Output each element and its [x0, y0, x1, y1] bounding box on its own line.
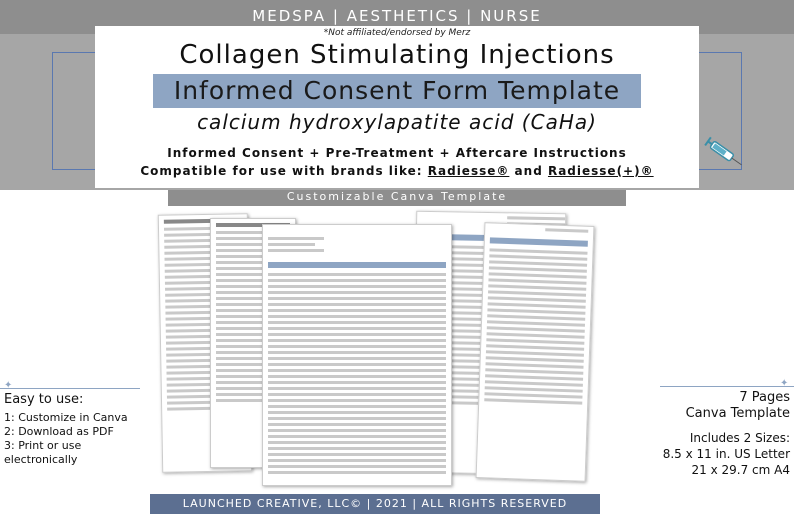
compatibility-line: Compatible for use with brands like: Radiesse® and Radiesse(+)® [140, 164, 654, 178]
page-preview [262, 224, 452, 486]
canva-banner-text: Customizable Canva Template [286, 190, 508, 203]
brand-line: MEDSPA | AESTHETICS | NURSE [252, 7, 542, 25]
product-info-panel [614, 390, 790, 478]
sizes-title: Includes 2 Sizes: [689, 431, 790, 445]
instruction-step: 2: Download as PDF [4, 425, 114, 438]
sparkle-icon: ✦ [4, 380, 13, 391]
page-preview [476, 222, 595, 482]
instruction-step: 3: Print or use [4, 439, 82, 452]
brand-radiesse-plus: Radiesse(+)® [547, 164, 654, 178]
copyright-text: LAUNCHED CREATIVE, LLC© | 2021 | ALL RIGHTS RESERVED [182, 497, 568, 510]
main-title: Collagen Stimulating Injections [179, 40, 615, 70]
includes-line: Informed Consent + Pre-Treatment + Aftercare Instructions [167, 146, 627, 160]
size-letter: 8.5 x 11 in. US Letter [662, 447, 790, 461]
instruction-step: 1: Customize in Canva [4, 411, 128, 424]
disclaimer: *Not affiliated/endorsed by Merz [323, 28, 471, 38]
instruction-step: electronically [4, 453, 78, 466]
divider-right [660, 386, 794, 387]
sparkle-icon: ✦ [780, 378, 789, 389]
size-a4: 21 x 29.7 cm A4 [691, 463, 790, 477]
brand-radiesse: Radiesse® [427, 164, 510, 178]
title-card [95, 26, 699, 188]
canva-banner [168, 190, 626, 206]
page-count: 7 Pages [739, 390, 790, 405]
divider-left [0, 388, 140, 389]
instructions-panel [4, 392, 144, 467]
syringe-icon [703, 134, 749, 174]
footer-bar [150, 494, 600, 514]
instructions-heading: Easy to use: [4, 392, 84, 407]
subtitle: Informed Consent Form Template [173, 76, 621, 105]
document-previews [150, 210, 594, 490]
template-type: Canva Template [685, 406, 790, 421]
substance-name: calcium hydroxylapatite acid (CaHa) [197, 110, 597, 134]
